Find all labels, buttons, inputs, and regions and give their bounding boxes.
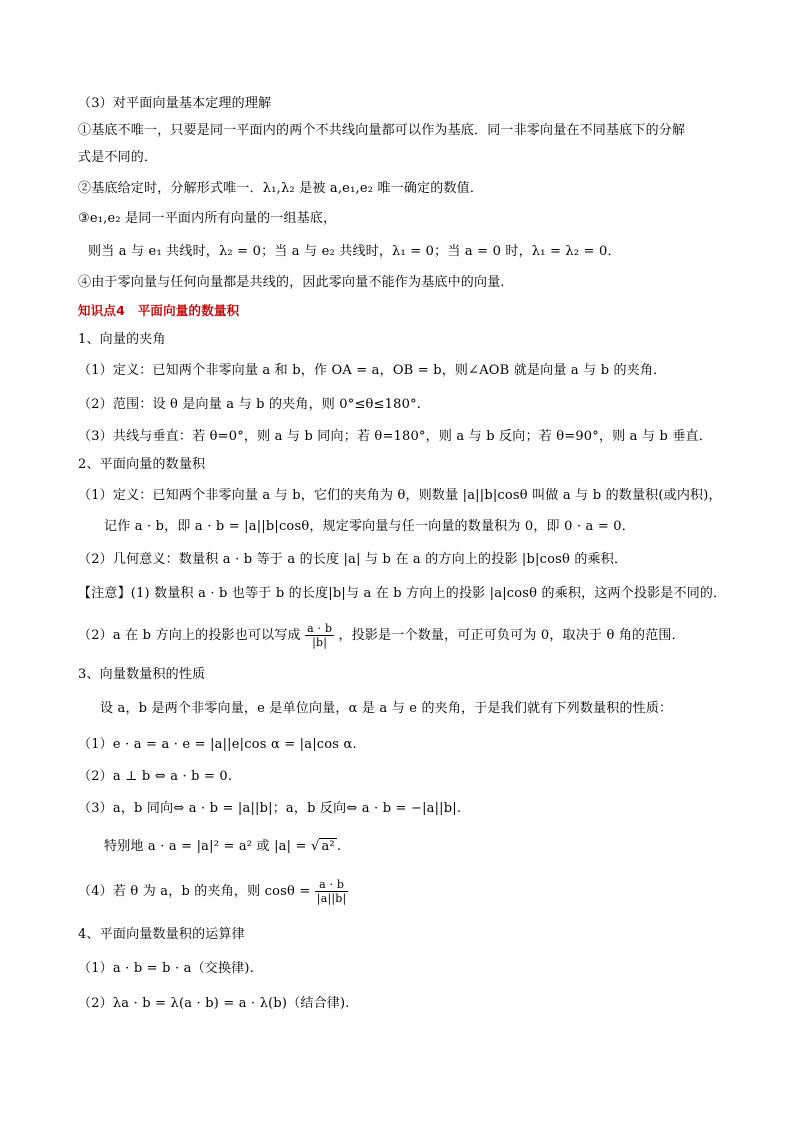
fraction-numerator: a · b <box>307 622 333 635</box>
paragraph-line: （2）λa · b = λ(a · b) = a · λ(b)（结合律). <box>78 996 350 1011</box>
projection-fraction <box>305 622 334 649</box>
note-line: 【注意】(1) 数量积 a · b 也等于 b 的长度|b|与 a 在 b 方向上的投影 |a|cosθ 的乘积，这两个投影是不同的． <box>78 586 727 601</box>
paragraph-line: （2）a ⊥ b ⇔ a · b = 0. <box>78 769 233 784</box>
paragraph-line: ④由于零向量与任何向量都是共线的，因此零向量不能作为基底中的向量． <box>78 275 514 290</box>
paragraph-line <box>78 878 348 905</box>
section-heading: 知识点4 平面向量的数量积 <box>78 303 240 318</box>
fraction-numerator: a · b <box>315 878 349 892</box>
paragraph-line: ③e₁,e₂ 是同一平面内所有向量的一组基底， <box>78 211 337 226</box>
paragraph-line: （1）a · b = b · a（交换律). <box>78 961 254 976</box>
paragraph-line: ②基底给定时，分解形式唯一．λ₁,λ₂ 是被 a,e₁,e₂ 唯一确定的数值． <box>78 181 484 196</box>
paragraph-line <box>78 622 685 649</box>
paragraph-text: ，投影是一个数量，可正可负可为 0，取决于 θ 角的范围． <box>338 628 685 643</box>
paragraph-line: 特别地 a · a = |a|² = a² 或 |a| = √ a² . <box>104 839 342 854</box>
fraction-denominator: |b| <box>312 636 328 649</box>
paragraph-line: 设 a，b 是两个非零向量，e 是单位向量，α 是 a 与 e 的夹角，于是我们就有下列数量积的性质： <box>100 701 673 716</box>
paragraph-line: （3）共线与垂直：若 θ=0°，则 a 与 b 同向；若 θ=180°，则 a 与 b 反向；若 θ=90°，则 a 与 b 垂直． <box>78 429 712 444</box>
subsection-heading: 1、向量的夹角 <box>78 332 166 347</box>
paragraph-line: 式是不同的． <box>78 150 158 165</box>
subsection-heading: （3）对平面向量基本定理的理解 <box>78 96 272 111</box>
paragraph-line: （1）e · a = a · e = |a||e|cos α = |a|cos α. <box>78 737 357 752</box>
subsection-heading: 4、平面向量数量积的运算律 <box>78 927 245 942</box>
subsection-heading: 2、平面向量的数量积 <box>78 457 206 472</box>
paragraph-line: 则当 a 与 e₁ 共线时，λ₂ = 0；当 a 与 e₂ 共线时，λ₁ = 0；当 a = 0 时，λ₁ = λ₂ = 0． <box>88 244 621 259</box>
sqrt-radicand: a² <box>321 839 335 854</box>
cosine-fraction <box>315 878 349 905</box>
sqrt-icon: √ <box>310 839 320 854</box>
fraction-denominator: |a||b| <box>316 892 347 905</box>
paragraph-line: 记作 a · b，即 a · b = |a||b|cosθ，规定零向量与任一向量的数量积为 0，即 0 · a = 0． <box>104 519 635 534</box>
paragraph-line: （2）几何意义：数量积 a · b 等于 a 的长度 |a| 与 b 在 a 的方向上的投影 |b|cosθ 的乘积． <box>78 552 628 567</box>
paragraph-text: （2）a 在 b 方向上的投影也可以写成 <box>78 628 301 643</box>
paragraph-line: （2）范围：设 θ 是向量 a 与 b 的夹角，则 0°≤θ≤180°. <box>78 397 422 412</box>
paragraph-text: 特别地 a · a = |a|² = a² 或 |a| = <box>104 839 311 854</box>
paragraph-line: （3）a，b 同向⇔ a · b = |a||b|；a，b 反向⇔ a · b = −|a||b|. <box>78 801 462 816</box>
paragraph-line: ①基底不唯一，只要是同一平面内的两个不共线向量都可以作为基底．同一非零向量在不同基底下的分解 <box>78 123 686 138</box>
paragraph-line: （1）定义：已知两个非零向量 a 与 b，它们的夹角为 θ，则数量 |a||b|cosθ 叫做 a 与 b 的数量积(或内积)， <box>78 488 722 503</box>
subsection-heading: 3、向量数量积的性质 <box>78 667 206 682</box>
paragraph-text: （4）若 θ 为 a，b 的夹角，则 cosθ = <box>78 884 315 899</box>
paragraph-line: （1）定义：已知两个非零向量 a 和 b，作 OA = a，OB = b，则∠AOB 就是向量 a 与 b 的夹角． <box>78 363 667 378</box>
